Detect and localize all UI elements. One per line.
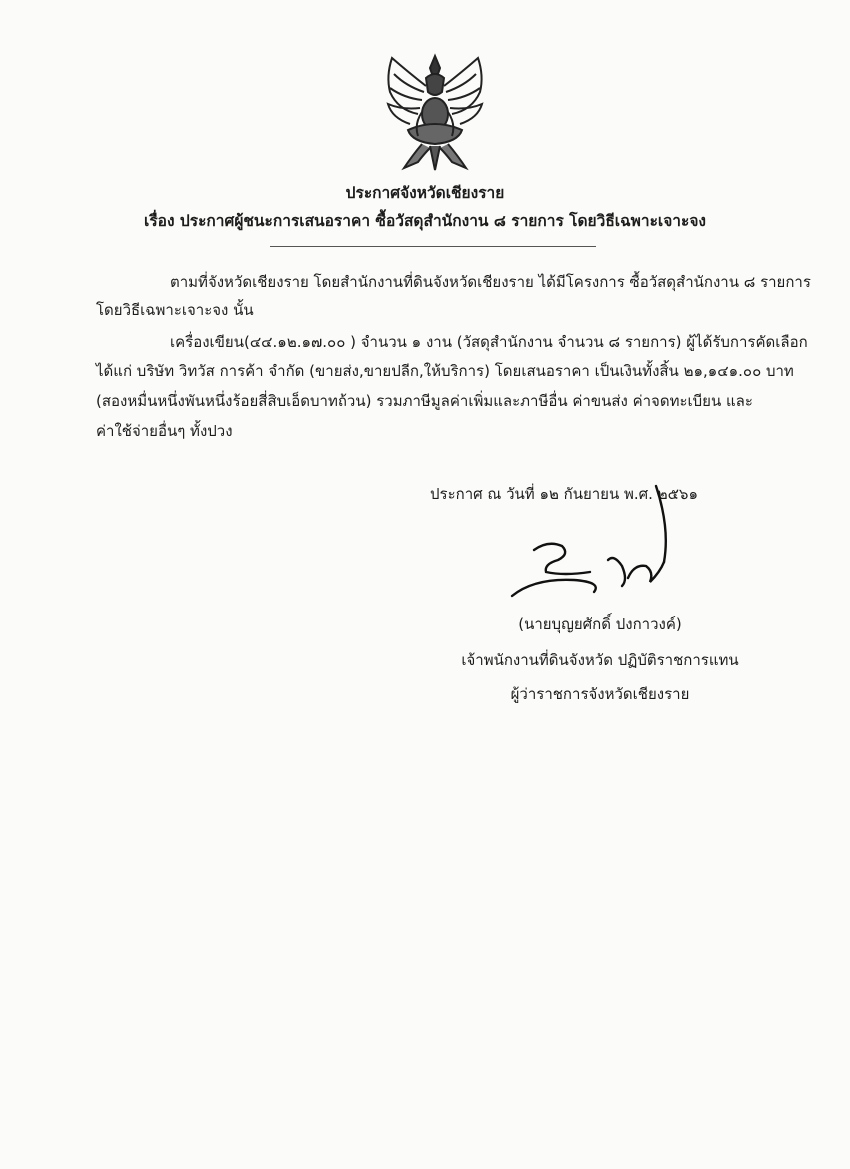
document-subject: เรื่อง ประกาศผู้ชนะการเสนอราคา ซื้อวัสดุสำนักงาน ๘ รายการ โดยวิธีเฉพาะเจาะจง — [144, 212, 706, 230]
announcement-date: ประกาศ ณ วันที่ ๑๒ กันยายน พ.ศ. ๒๕๖๑ — [430, 485, 698, 503]
signer-position: เจ้าพนักงานที่ดินจังหวัด ปฏิบัติราชการแทน — [461, 651, 739, 669]
garuda-emblem-icon — [378, 52, 492, 176]
divider-line — [270, 246, 596, 247]
body-para2-line4: ค่าใช้จ่ายอื่นๆ ทั้งปวง — [96, 422, 233, 440]
body-para2-line3: (สองหมื่นหนึ่งพันหนึ่งร้อยสี่สิบเอ็ดบาทถ้วน) รวมภาษีมูลค่าเพิ่มและภาษีอื่น ค่าขนส่ง ค่าจดทะเบียน และ — [96, 392, 753, 410]
body-para2-line1: เครื่องเขียน(๔๔.๑๒.๑๗.๐๐ ) จำนวน ๑ งาน (วัสดุสำนักงาน จำนวน ๘ รายการ) ผู้ได้รับการคัดเลือก — [170, 333, 808, 351]
handwritten-signature — [504, 468, 690, 608]
signer-name: (นายบุญยศักดิ์ ปงกาวงค์) — [518, 615, 682, 633]
body-para1-line2: โดยวิธีเฉพาะเจาะจง นั้น — [96, 301, 254, 319]
body-para1-line1: ตามที่จังหวัดเชียงราย โดยสำนักงานที่ดินจังหวัดเชียงราย ได้มีโครงการ ซื้อวัสดุสำนักงาน ๘ รายการ — [170, 273, 811, 291]
document-title: ประกาศจังหวัดเชียงราย — [345, 184, 505, 202]
signer-authority: ผู้ว่าราชการจังหวัดเชียงราย — [510, 685, 690, 703]
body-para2-line2: ได้แก่ บริษัท วิทวัส การค้า จำกัด (ขายส่ง,ขายปลีก,ให้บริการ) โดยเสนอราคา เป็นเงินทั้งสิ้น ๒๑,๑๔๑.๐๐ บาท — [96, 362, 794, 380]
